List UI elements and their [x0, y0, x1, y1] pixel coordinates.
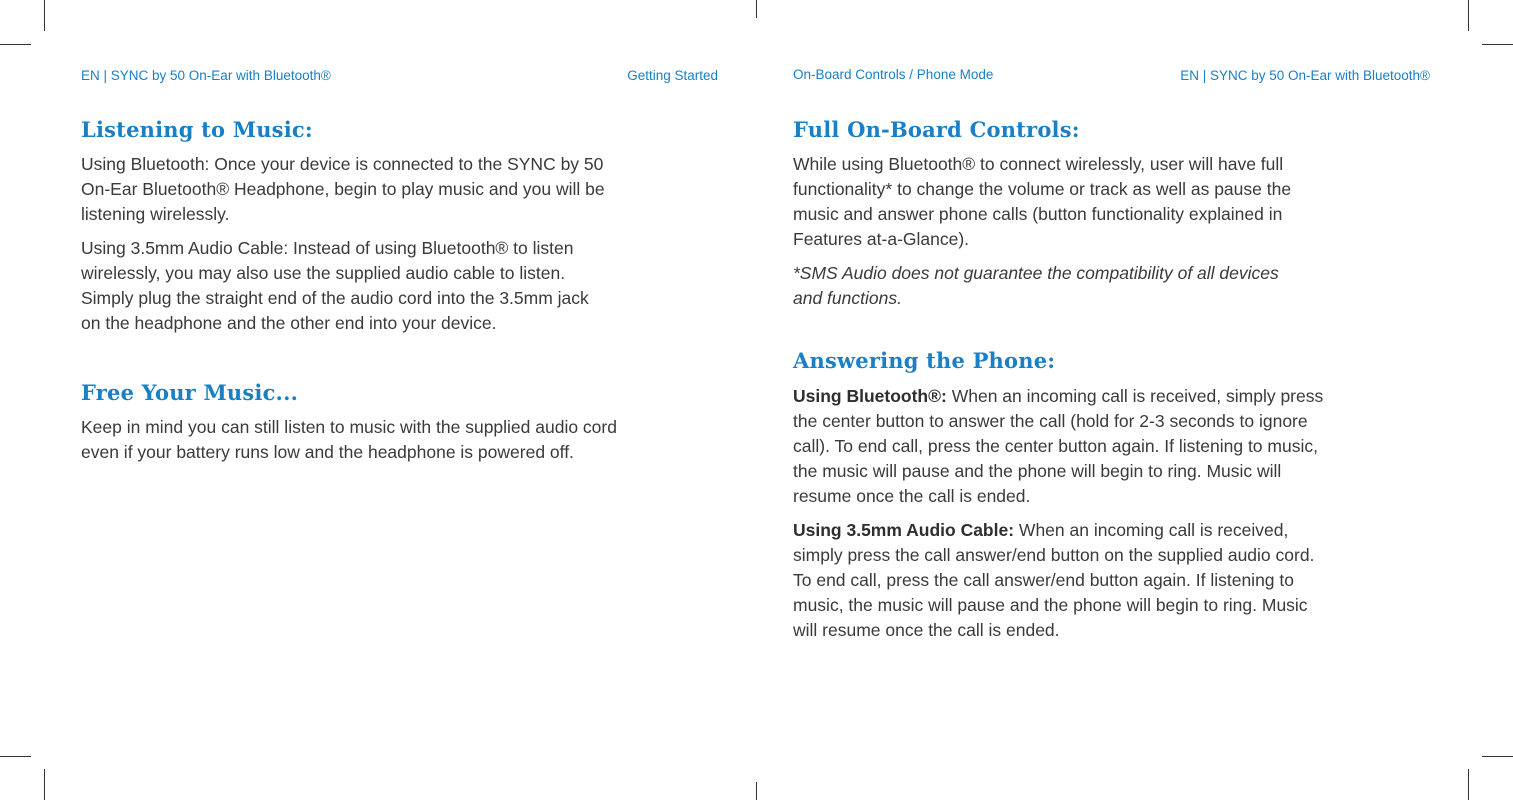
crop-mark — [1468, 0, 1469, 31]
crop-mark — [1482, 44, 1513, 45]
paragraph-audio-cable: Using 3.5mm Audio Cable: Instead of using Bluetooth® to listen wirelessly, you may also use the supplied audio cable to listen. Simply plug the straight end of the audio cord into the 3.5mm jack on the headphone and the other end into your device. — [81, 238, 589, 333]
section-heading-listening: Listening to Music: — [81, 117, 313, 142]
paragraph-bluetooth: Using Bluetooth: Once your device is connected to the SYNC by 50 On-Ear Bluetooth® Headphone, begin to play music and you will be listening wirelessly. — [81, 154, 605, 224]
running-header-left: EN | SYNC by 50 On-Ear with Bluetooth® — [81, 68, 331, 83]
paragraph-cable-calls: Using 3.5mm Audio Cable: When an incoming call is received, simply press the call answer/end button on the supplied audio cord. To end call, press the call answer/end button again. If listening to music, the music will pause and the phone will begin to ring. Music will resume once the call is ended. — [793, 520, 1315, 640]
section-heading-onboard-controls: Full On-Board Controls: — [793, 117, 1080, 142]
paragraph-free-music: Keep in mind you can still listen to music with the supplied audio cord even if your battery runs low and the headphone is powered off. — [81, 417, 617, 462]
crop-mark — [756, 0, 757, 18]
running-header-section: On-Board Controls / Phone Mode — [793, 67, 994, 82]
right-page — [793, 0, 1433, 800]
section-heading-answering-phone: Answering the Phone: — [793, 348, 1056, 373]
cable-label: Using 3.5mm Audio Cable: — [793, 520, 1015, 540]
left-page — [81, 0, 721, 800]
section-heading-free-music: Free Your Music... — [81, 380, 299, 405]
left-content — [81, 117, 721, 465]
crop-mark — [756, 782, 757, 800]
paragraph-onboard-controls: While using Bluetooth® to connect wirelessly, user will have full functionality* to change the volume or track as well as pause the music and answer phone calls (button functionality explained in Features at-a-Glance). — [793, 154, 1292, 249]
crop-mark — [0, 44, 31, 45]
paragraph-bluetooth-calls: Using Bluetooth®: When an incoming call is received, simply press the center button to answer the call (hold for 2-3 seconds to ignore call). To end call, press the center button again. If listening to music, the music will pause and the phone will begin to ring. Music will resume once the call is ended. — [793, 386, 1324, 506]
running-header-section: Getting Started — [627, 68, 718, 83]
crop-mark — [44, 0, 45, 31]
crop-mark — [1468, 769, 1469, 800]
crop-mark — [44, 769, 45, 800]
crop-mark — [1482, 756, 1513, 757]
bluetooth-label: Using Bluetooth®: — [793, 386, 947, 406]
right-content — [793, 117, 1433, 643]
running-header-right: EN | SYNC by 50 On-Ear with Bluetooth® — [1180, 68, 1430, 83]
crop-mark — [0, 756, 31, 757]
compatibility-note: *SMS Audio does not guarantee the compatibility of all devices and functions. — [793, 263, 1279, 308]
